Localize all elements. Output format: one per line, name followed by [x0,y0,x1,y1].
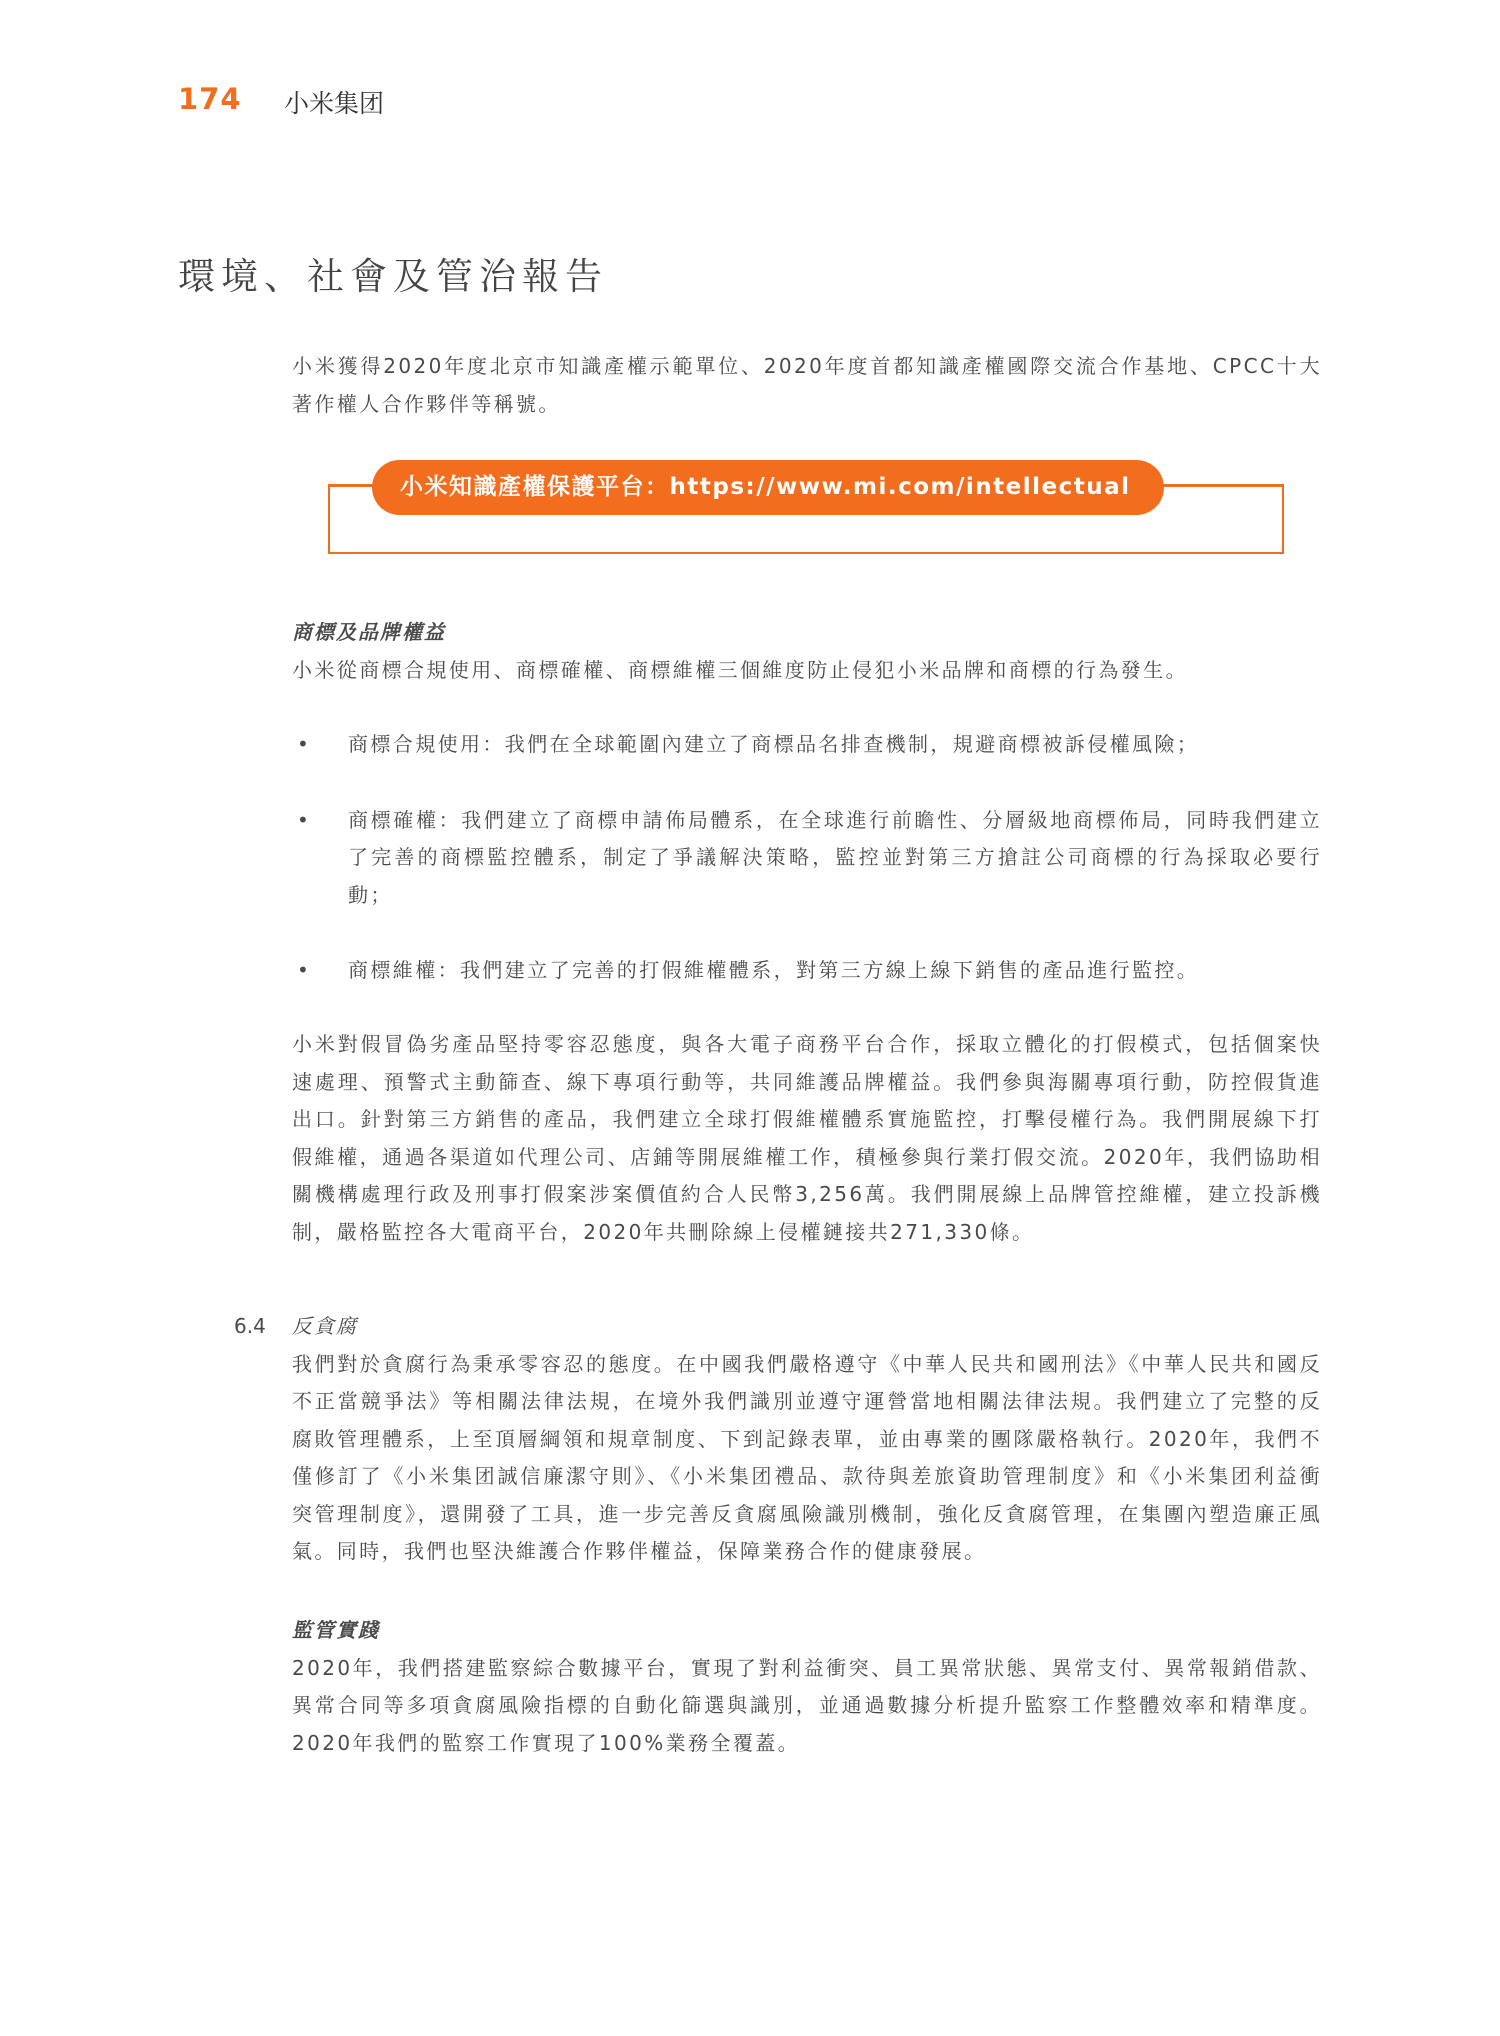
section-number: 6.4 [234,1314,266,1338]
anti-corruption-section [292,1308,1322,1571]
bullet-confirmation [292,802,1322,915]
supervision-heading: 監管實踐 [292,1618,380,1642]
supervision-section [292,1612,1322,1762]
bullet-text: 商標維權：我們建立了完善的打假維權體系，對第三方線上線下銷售的產品進行監控。 [348,958,1200,982]
page-number: 174 [178,82,242,116]
trademark-section [292,614,1322,689]
supervision-body: 2020年，我們搭建監察綜合數據平台，實現了對利益衝突、員工異常狀態、異常支付、異常報銷借款、異常合同等多項貪腐風險指標的自動化篩選與識別，並通過數據分析提升監察工作整體效率和精準度。2020年我們的監察工作實現了100%業務全覆蓋。 [292,1655,1322,1755]
banner-line-left [328,484,376,487]
bullet-dot-icon: • [297,958,312,982]
anti-corruption-body: 我們對於貪腐行為秉承零容忍的態度。在中國我們嚴格遵守《中華人民共和國刑法》《中華人民共和國反不正當競爭法》等相關法律法規，在境外我們識別並遵守運營當地相關法律法規。我們建立了完整的反腐敗管理體系，上至頂層綱領和規章制度、下到記錄表單，並由專業的團隊嚴格執行。2020年，我們不僅修訂了《小米集团誠信廉潔守則》、《小米集团禮品、款待與差旅資助管理制度》和《小米集团利益衝突管理制度》，還開發了工具，進一步完善反貪腐風險識別機制，強化反貪腐管理，在集團內塑造廉正風氣。同時，我們也堅決維護合作夥伴權益，保障業務合作的健康發展。 [292,1351,1322,1563]
bullet-compliance [292,726,1322,764]
anti-corruption-heading: 反貪腐 [292,1314,358,1338]
bullet-text: 商標合規使用：我們在全球範圍內建立了商標品名排查機制，規避商標被訴侵權風險； [348,732,1200,756]
company-name: 小米集团 [284,89,385,118]
banner-line-right [1160,484,1284,487]
bullet-dot-icon: • [297,807,312,832]
trademark-heading: 商標及品牌權益 [292,620,446,644]
ip-platform-banner: 小米知識產權保護平台：https://www.mi.com/intellectual [372,460,1164,515]
bullet-dot-icon: • [297,732,312,756]
intro-block [292,348,1322,423]
bullet-text: 商標確權：我們建立了商標申請佈局體系，在全球進行前瞻性、分層級地商標佈局，同時我們建立了完善的商標監控體系，制定了爭議解決策略，監控並對第三方搶註公司商標的行為採取必要行動； [348,807,1322,907]
trademark-detail-block [292,1026,1322,1251]
bullet-protection [292,952,1322,990]
report-title: 環境、社會及管治報告 [178,255,608,298]
trademark-bullet-list [292,726,1322,990]
trademark-summary: 小米從商標合規使用、商標確權、商標維權三個維度防止侵犯小米品牌和商標的行為發生。 [292,657,1188,682]
trademark-detail: 小米對假冒偽劣產品堅持零容忍態度，與各大電子商務平台合作，採取立體化的打假模式，包括個案快速處理、預警式主動篩查、線下專項行動等，共同維護品牌權益。我們參與海關專項行動，防控假貨進出口。針對第三方銷售的產品，我們建立全球打假維權體系實施監控，打擊侵權行為。我們開展線下打假維權，通過各渠道如代理公司、店鋪等開展維權工作，積極參與行業打假交流。2020年，我們協助相關機構處理行政及刑事打假案涉案價值約合人民幣3,256萬。我們開展線上品牌管控維權，建立投訴機制，嚴格監控各大電商平台，2020年共刪除線上侵權鏈接共271,330條。 [292,1032,1322,1244]
intro-paragraph: 小米獲得2020年度北京市知識產權示範單位、2020年度首都知識產權國際交流合作基地、CPCC十大著作權人合作夥伴等稱號。 [292,354,1322,416]
